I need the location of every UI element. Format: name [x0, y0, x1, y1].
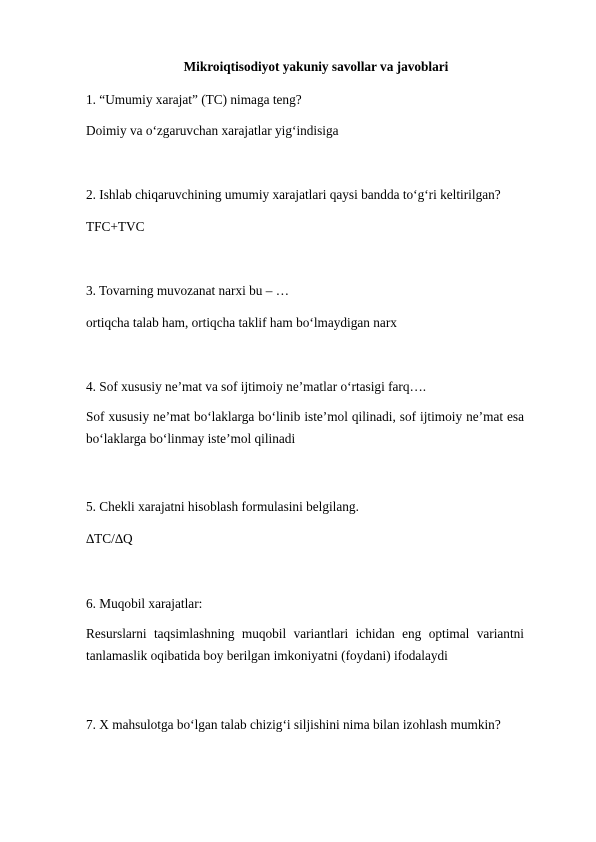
question-4: 4. Sof xususiy ne’mat va sof ijtimoiy ne’matlar o‘rtasigi farq…. [86, 379, 427, 394]
answer-3: ortiqcha talab ham, ortiqcha taklif ham bo‘lmaydigan narx [86, 315, 397, 330]
answer-5: ∆TC/∆Q [86, 531, 133, 546]
question-1: 1. “Umumiy xarajat” (TC) nimaga teng? [86, 92, 302, 107]
answer-1: Doimiy va o‘zgaruvchan xarajatlar yig‘indisiga [86, 123, 339, 138]
question-6: 6. Muqobil xarajatlar: [86, 596, 203, 611]
question-2: 2. Ishlab chiqaruvchining umumiy xarajatlari qaysi bandda to‘g‘ri keltirilgan? [86, 187, 501, 202]
document-title: Mikroiqtisodiyot yakuniy savollar va javoblari [183, 59, 449, 74]
answer-4: Sof xususiy ne’mat bo‘laklarga bo‘linib iste’mol qilinadi, sof ijtimoiy ne’mat esa bo‘laklarga bo‘linmay iste’mol qilinadi [86, 409, 524, 446]
question-5: 5. Chekli xarajatni hisoblash formulasini belgilang. [86, 499, 359, 514]
question-3: 3. Tovarning muvozanat narxi bu – … [86, 283, 290, 298]
answer-2: TFC+TVC [86, 219, 145, 234]
answer-6: Resurslarni taqsimlashning muqobil variantlari ichidan eng optimal variantni tanlamaslik oqibatida boy berilgan imkoniyatni (foydani) ifodalaydi [86, 626, 524, 663]
question-7: 7. X mahsulotga bo‘lgan talab chizig‘i siljishini nima bilan izohlash mumkin? [86, 717, 501, 732]
